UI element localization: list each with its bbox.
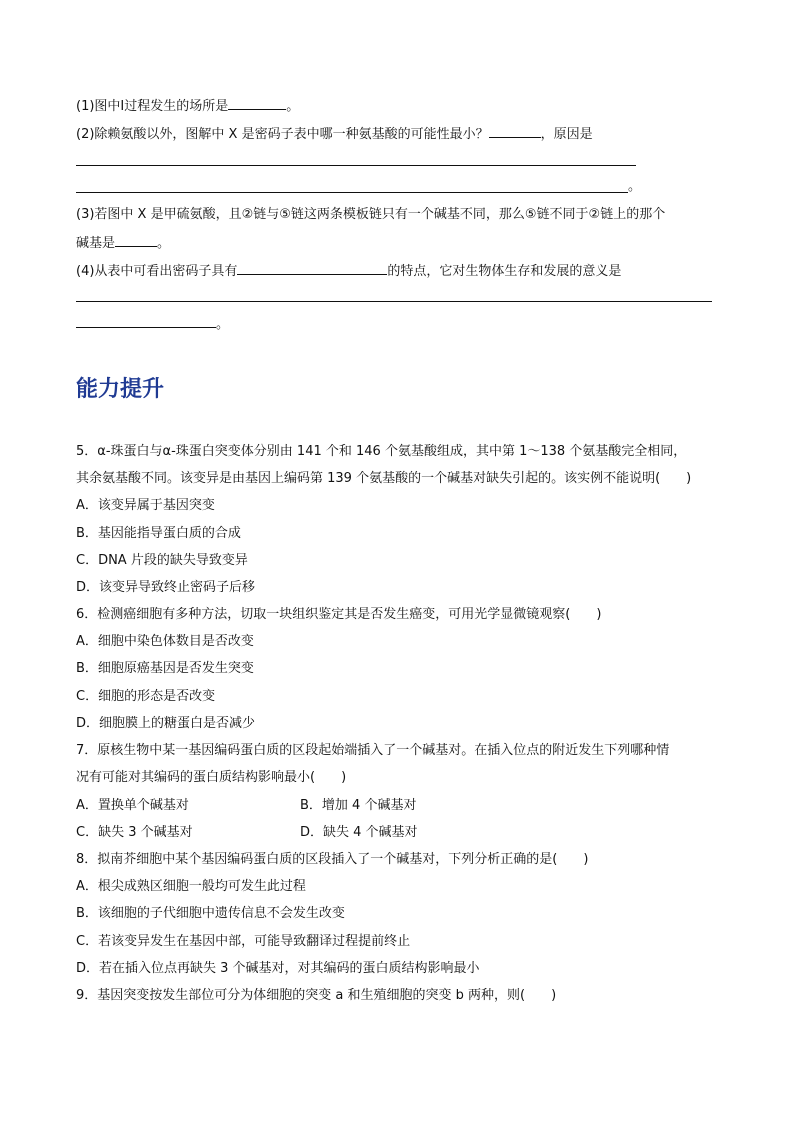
option-d: D．细胞膜上的糖蛋白是否减少 (76, 716, 256, 731)
option-a: A．根尖成熟区细胞一般均可发生此过程 (76, 879, 306, 894)
option-d: D．该变异导致终止密码子后移 (76, 580, 256, 595)
section-title: 能力提升 (76, 377, 165, 402)
option-b: B．该细胞的子代细胞中遗传信息不会发生改变 (76, 906, 345, 921)
option-a: A．细胞中染色体数目是否改变 (76, 634, 254, 649)
paren-close: ) (583, 852, 589, 867)
answer-blank (76, 314, 216, 328)
punctuation: 。 (157, 236, 171, 251)
question-7-line-2 (76, 769, 346, 787)
question-text: 9．基因突变按发生部位可分为体细胞的突变 a 和生殖细胞的突变 b 两种，则( (76, 988, 526, 1003)
answer-line (76, 192, 628, 193)
question-part-4 (76, 261, 621, 281)
option-a: A．置换单个碱基对 (76, 798, 189, 813)
paren-close: ) (341, 770, 347, 785)
answer-blank (115, 233, 157, 247)
option-b: B．细胞原癌基因是否发生突变 (76, 661, 254, 676)
question-text: (2)除赖氨酸以外，图解中 X 是密码子表中哪一种氨基酸的可能性最小？ (76, 127, 489, 142)
punctuation: 。 (628, 179, 642, 194)
question-part-3-line-2 (76, 233, 170, 253)
question-part-2 (76, 124, 593, 144)
punctuation: 。 (286, 99, 300, 114)
question-6 (76, 606, 601, 624)
option-b: B．基因能指导蛋白质的合成 (76, 526, 241, 541)
question-part-1 (76, 96, 299, 116)
paren-close: ) (596, 607, 602, 622)
answer-blank (489, 124, 541, 138)
answer-blank (228, 96, 286, 110)
question-text: 其余氨基酸不同。该变异是由基因上编码第 139 个氨基酸的一个碱基对缺失引起的。该实例不能说明( (76, 471, 661, 486)
question-text: 6．检测癌细胞有多种方法，切取一块组织鉴定其是否发生癌变，可用光学显微镜观察( (76, 607, 571, 622)
punctuation: 。 (216, 317, 230, 332)
paren-close: ) (551, 988, 557, 1003)
question-text: 碱基是 (76, 236, 116, 251)
question-text: (4)从表中可看出密码子具有 (76, 264, 238, 279)
question-7-line-1: 7．原核生物中某一基因编码蛋白质的区段起始端插入了一个碱基对。在插入位点的附近发生下列哪种情 (76, 743, 670, 758)
option-b: B．增加 4 个碱基对 (300, 798, 417, 813)
answer-line-end (76, 314, 229, 334)
options-row-2 (76, 824, 596, 842)
question-text: 8．拟南芥细胞中某个基因编码蛋白质的区段插入了一个碱基对，下列分析正确的是( (76, 852, 558, 867)
option-d: D．缺失 4 个碱基对 (300, 825, 418, 840)
answer-line (76, 301, 712, 302)
options-row-1 (76, 797, 596, 815)
question-5-line-2 (76, 470, 691, 488)
option-c: C．细胞的形态是否改变 (76, 689, 216, 704)
option-a: A．该变异属于基因突变 (76, 498, 215, 513)
answer-line (76, 165, 636, 166)
option-c: C．若该变异发生在基因中部，可能导致翻译过程提前终止 (76, 934, 411, 949)
question-text: (1)图中Ⅰ过程发生的场所是 (76, 99, 229, 114)
option-c: C．DNA 片段的缺失导致变异 (76, 553, 248, 568)
question-text: 况有可能对其编码的蛋白质结构影响最小( (76, 770, 316, 785)
question-9 (76, 987, 556, 1005)
question-5-line-1: 5．α-珠蛋白与α-珠蛋白突变体分别由 141 个和 146 个氨基酸组成，其中第 1～138 个氨基酸完全相同， (76, 444, 687, 459)
question-text: ，原因是 (540, 127, 593, 142)
question-text: 的特点，它对生物体生存和发展的意义是 (387, 264, 622, 279)
option-c: C．缺失 3 个碱基对 (76, 825, 193, 840)
question-part-3-line-1: (3)若图中 X 是甲硫氨酸，且②链与⑤链这两条模板链只有一个碱基不同，那么⑤链不同于②链上的那个 (76, 207, 666, 222)
paren-close: ) (686, 471, 692, 486)
answer-blank (237, 261, 387, 275)
option-d: D．若在插入位点再缺失 3 个碱基对，对其编码的蛋白质结构影响最小 (76, 961, 480, 976)
question-8 (76, 851, 588, 869)
